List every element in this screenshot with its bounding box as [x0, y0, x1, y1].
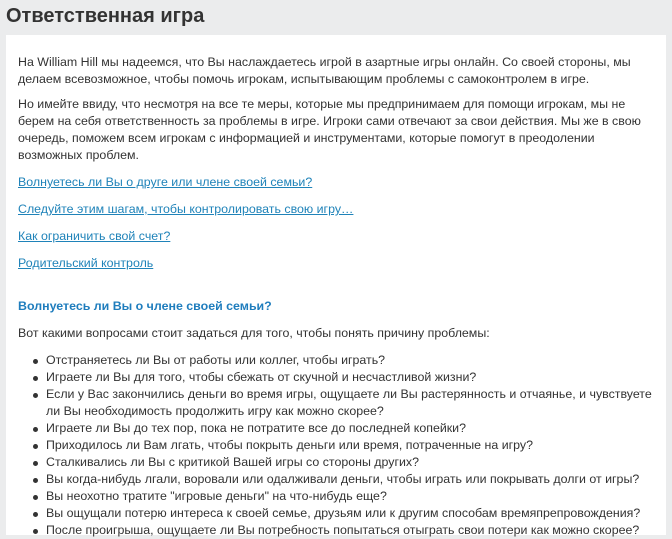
list-item [46, 386, 654, 420]
questions-list [18, 352, 654, 539]
bullet-icon [33, 478, 38, 483]
link-worried-about-friend[interactable]: Волнуетесь ли Вы о друге или члене своей семьи? [18, 175, 313, 189]
bullet-icon [33, 512, 38, 517]
link-limit-account[interactable]: Как ограничить свой счет? [18, 229, 171, 243]
list-item [46, 369, 654, 386]
question-text: Вы неохотно тратите "игровые деньги" на что-нибудь еще? [46, 489, 387, 503]
bullet-icon [33, 444, 38, 449]
question-text: Вы когда-нибудь лгали, воровали или одалживали деньги, чтобы играть или покрывать долги от игры? [46, 472, 640, 486]
content-panel [6, 35, 666, 535]
list-item [46, 505, 654, 522]
question-text: После проигрыша, ощущаете ли Вы потребность попытаться отыграть свои потери как можно скорее? [46, 523, 640, 537]
question-text: Отстраняетесь ли Вы от работы или коллег, чтобы играть? [46, 353, 386, 367]
section-heading: Волнуетесь ли Вы о члене своей семьи? [18, 299, 272, 313]
bullet-icon [33, 359, 38, 364]
page-title: Ответственная игра [6, 5, 205, 27]
link-control-your-game[interactable]: Следуйте этим шагам, чтобы контролировать свою игру… [18, 202, 354, 216]
list-item [46, 454, 654, 471]
intro-paragraph-1: На William Hill мы надеемся, что Вы наслаждаетесь игрой в азартные игры онлайн. Со своей стороны, мы делаем всевозможное, чтобы помочь игрокам, испытывающим проблемы с самоконтролем в игре. [18, 55, 631, 86]
list-item [46, 437, 654, 454]
bullet-icon [33, 495, 38, 500]
question-text: Играете ли Вы до тех пор, пока не потратите все до последней копейки? [46, 421, 466, 435]
intro-paragraph-2: Но имейте ввиду, что несмотря на все те меры, которые мы предпринимаем для помощи игрокам, мы не берем на себя ответственность за проблемы в игре. Игроки сами отвечают за свои действия. Мы же в свою очередь, поможем всем игрокам с информацией и инструментами, которые помогут в преодолении возможных проблем. [18, 97, 641, 162]
list-item [46, 352, 654, 369]
question-text: Сталкивались ли Вы с критикой Вашей игры со стороны других? [46, 455, 420, 469]
bullet-icon [33, 461, 38, 466]
list-item [46, 420, 654, 437]
question-text: Приходилось ли Вам лгать, чтобы покрыть деньги или время, потраченные на игру? [46, 438, 533, 452]
question-text: Играете ли Вы для того, чтобы сбежать от скучной и несчастливой жизни? [46, 370, 477, 384]
list-item [46, 488, 654, 505]
bullet-icon [33, 393, 38, 398]
link-parental-control[interactable]: Родительский контроль [18, 256, 154, 270]
list-item [46, 471, 654, 488]
bullet-icon [33, 376, 38, 381]
list-item [46, 522, 654, 539]
bullet-icon [33, 427, 38, 432]
question-text: Вы ощущали потерю интереса к своей семье, друзьям или к другим способам времяпрепровождения? [46, 506, 641, 520]
question-text: Если у Вас закончились деньги во время игры, ощущаете ли Вы растерянность и отчаянье, и чувствуете ли Вы необходимость продолжить игру как можно скорее? [46, 387, 652, 418]
bullet-icon [33, 529, 38, 534]
section-intro: Вот какими вопросами стоит задаться для того, чтобы понять причину проблемы: [18, 326, 490, 340]
